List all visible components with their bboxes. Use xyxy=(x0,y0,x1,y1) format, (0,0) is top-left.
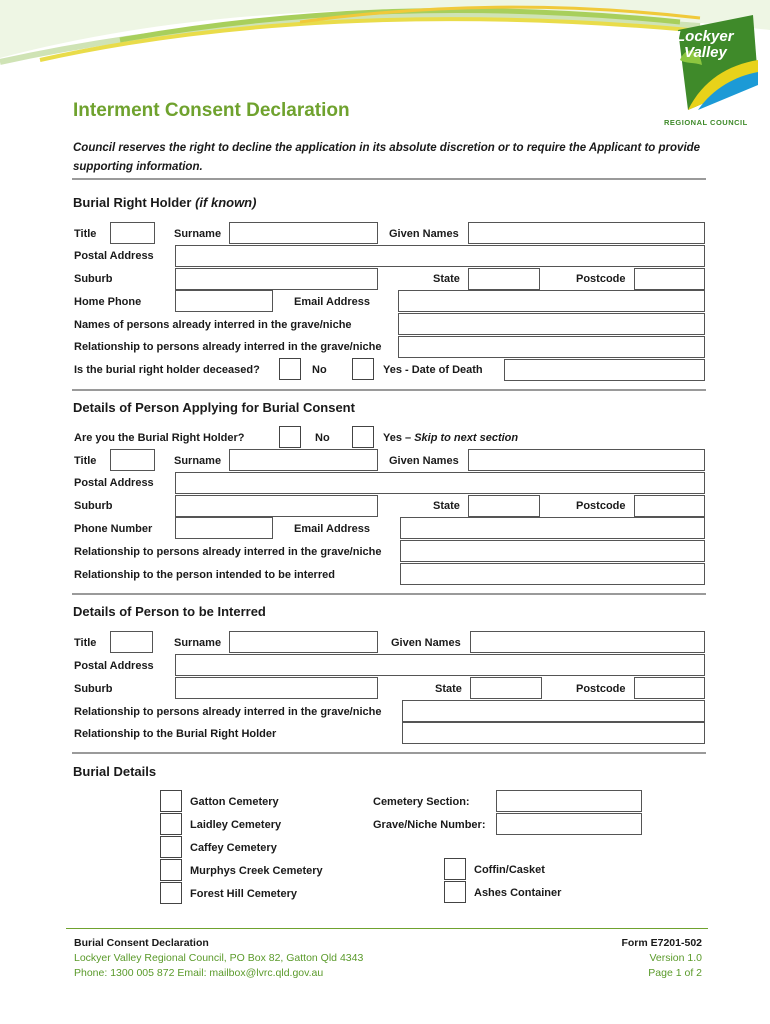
relationship-holder-field[interactable] xyxy=(402,722,705,744)
are-you-holder-label: Are you the Burial Right Holder? xyxy=(74,432,245,444)
email-field[interactable] xyxy=(400,517,705,539)
gatton-cemetery-label: Gatton Cemetery xyxy=(190,796,279,808)
given-names-field[interactable] xyxy=(468,222,705,244)
relationship-field[interactable] xyxy=(400,540,705,562)
given-names-field[interactable] xyxy=(468,449,705,471)
suburb-field[interactable] xyxy=(175,495,378,517)
surname-label: Surname xyxy=(174,455,222,467)
state-label: State xyxy=(435,683,462,695)
footer-address: Lockyer Valley Regional Council, PO Box 82, Gatton Qld 4343 xyxy=(74,952,364,964)
postcode-field[interactable] xyxy=(634,495,705,517)
names-interred-label: Names of persons already interred in the grave/niche xyxy=(74,319,352,331)
home-phone-field[interactable] xyxy=(175,290,273,312)
divider xyxy=(72,593,706,595)
divider xyxy=(72,389,706,391)
logo-text-valley: Valley xyxy=(684,44,727,61)
state-field[interactable] xyxy=(470,677,542,699)
suburb-label: Suburb xyxy=(74,500,113,512)
state-field[interactable] xyxy=(468,495,540,517)
cemetery-section-field[interactable] xyxy=(496,790,642,812)
murphys-creek-cemetery-label: Murphys Creek Cemetery xyxy=(190,865,323,877)
ashes-container-checkbox[interactable] xyxy=(444,881,466,903)
postcode-label: Postcode xyxy=(576,273,626,285)
postcode-label: Postcode xyxy=(576,500,626,512)
footer-doc-title: Burial Consent Declaration xyxy=(74,937,209,949)
skip-note: Skip to next section xyxy=(414,432,519,444)
postcode-field[interactable] xyxy=(634,677,705,699)
logo-text-lockyer: Lockyer xyxy=(676,28,734,45)
given-names-label: Given Names xyxy=(389,455,459,467)
postal-address-label: Postal Address xyxy=(74,477,154,489)
deceased-label: Is the burial right holder deceased? xyxy=(74,364,260,376)
forest-hill-cemetery-checkbox[interactable] xyxy=(160,882,182,904)
ashes-container-label: Ashes Container xyxy=(474,887,562,899)
postcode-label: Postcode xyxy=(576,683,626,695)
given-names-field[interactable] xyxy=(470,631,705,653)
header-swoosh-graphic xyxy=(0,0,770,90)
coffin-casket-label: Coffin/Casket xyxy=(474,864,545,876)
footer-version: Version 1.0 xyxy=(649,952,702,964)
forest-hill-cemetery-label: Forest Hill Cemetery xyxy=(190,888,297,900)
murphys-creek-cemetery-checkbox[interactable] xyxy=(160,859,182,881)
section-heading-note: (if known) xyxy=(195,195,257,210)
holder-yes-label xyxy=(383,432,518,444)
laidley-cemetery-label: Laidley Cemetery xyxy=(190,819,282,831)
council-logo xyxy=(658,10,768,127)
grave-number-field[interactable] xyxy=(496,813,642,835)
caffey-cemetery-label: Caffey Cemetery xyxy=(190,842,277,854)
footer-rule xyxy=(66,928,708,929)
intro-text: Council reserves the right to decline the application in its absolute discretion or to require the Applicant to provide supporting information. xyxy=(73,142,701,173)
email-field[interactable] xyxy=(398,290,705,312)
postal-address-label: Postal Address xyxy=(74,250,154,262)
section-heading-burial-right-holder xyxy=(73,195,256,210)
grave-number-label: Grave/Niche Number: xyxy=(373,819,486,831)
suburb-field[interactable] xyxy=(175,268,378,290)
title-label: Title xyxy=(74,455,97,467)
deceased-yes-checkbox[interactable] xyxy=(352,358,374,380)
relationship-holder-label: Relationship to the Burial Right Holder xyxy=(74,728,277,740)
holder-no-label: No xyxy=(315,432,330,444)
divider xyxy=(72,752,706,754)
postcode-field[interactable] xyxy=(634,268,705,290)
divider xyxy=(72,178,706,180)
title-field[interactable] xyxy=(110,222,155,244)
page-title: Interment Consent Declaration xyxy=(73,100,350,121)
email-label: Email Address xyxy=(294,296,371,308)
logo-subtitle: REGIONAL COUNCIL xyxy=(664,118,748,127)
given-names-label: Given Names xyxy=(389,228,459,240)
relationship-field[interactable] xyxy=(398,336,705,358)
home-phone-label: Home Phone xyxy=(74,296,142,308)
postal-address-field[interactable] xyxy=(175,245,705,267)
title-label: Title xyxy=(74,637,97,649)
suburb-label: Suburb xyxy=(74,273,113,285)
section-heading-person-interred: Details of Person to be Interred xyxy=(73,604,266,619)
coffin-casket-checkbox[interactable] xyxy=(444,858,466,880)
postal-address-label: Postal Address xyxy=(74,660,154,672)
suburb-label: Suburb xyxy=(74,683,113,695)
deceased-no-label: No xyxy=(312,364,327,376)
surname-label: Surname xyxy=(174,637,222,649)
footer-page-number: Page 1 of 2 xyxy=(648,967,702,979)
names-interred-field[interactable] xyxy=(398,313,705,335)
deceased-yes-label: Yes - Date of Death xyxy=(383,364,483,376)
holder-yes-text: Yes – xyxy=(383,432,412,444)
cemetery-section-label: Cemetery Section: xyxy=(373,796,470,808)
title-field[interactable] xyxy=(110,449,155,471)
section-heading-burial-details: Burial Details xyxy=(73,764,157,779)
caffey-cemetery-checkbox[interactable] xyxy=(160,836,182,858)
state-label: State xyxy=(433,500,460,512)
deceased-no-checkbox[interactable] xyxy=(279,358,301,380)
date-of-death-field[interactable] xyxy=(504,359,705,381)
holder-yes-checkbox[interactable] xyxy=(352,426,374,448)
state-label: State xyxy=(433,273,460,285)
footer-form-number: Form E7201-502 xyxy=(621,937,702,949)
holder-no-checkbox[interactable] xyxy=(279,426,301,448)
title-field[interactable] xyxy=(110,631,153,653)
state-field[interactable] xyxy=(468,268,540,290)
postal-address-field[interactable] xyxy=(175,472,705,494)
postal-address-field[interactable] xyxy=(175,654,705,676)
given-names-label: Given Names xyxy=(391,637,461,649)
surname-field[interactable] xyxy=(229,631,378,653)
email-label: Email Address xyxy=(294,523,371,535)
relationship-label: Relationship to persons already interred in the grave/niche xyxy=(74,546,382,558)
relationship-intended-label: Relationship to the person intended to be interred xyxy=(74,569,335,581)
section-heading-text: Burial Right Holder xyxy=(73,195,192,210)
relationship-intended-field[interactable] xyxy=(400,563,705,585)
phone-field[interactable] xyxy=(175,517,273,539)
suburb-field[interactable] xyxy=(175,677,378,699)
surname-field[interactable] xyxy=(229,222,378,244)
surname-field[interactable] xyxy=(229,449,378,471)
laidley-cemetery-checkbox[interactable] xyxy=(160,813,182,835)
phone-label: Phone Number xyxy=(74,523,153,535)
footer-contact: Phone: 1300 005 872 Email: mailbox@lvrc.qld.gov.au xyxy=(74,967,324,979)
section-heading-applicant: Details of Person Applying for Burial Consent xyxy=(73,400,355,415)
gatton-cemetery-checkbox[interactable] xyxy=(160,790,182,812)
relationship-label: Relationship to persons already interred in the grave/niche xyxy=(74,341,382,353)
title-label: Title xyxy=(74,228,97,240)
relationship-label: Relationship to persons already interred in the grave/niche xyxy=(74,706,382,718)
relationship-field[interactable] xyxy=(402,700,705,722)
surname-label: Surname xyxy=(174,228,222,240)
